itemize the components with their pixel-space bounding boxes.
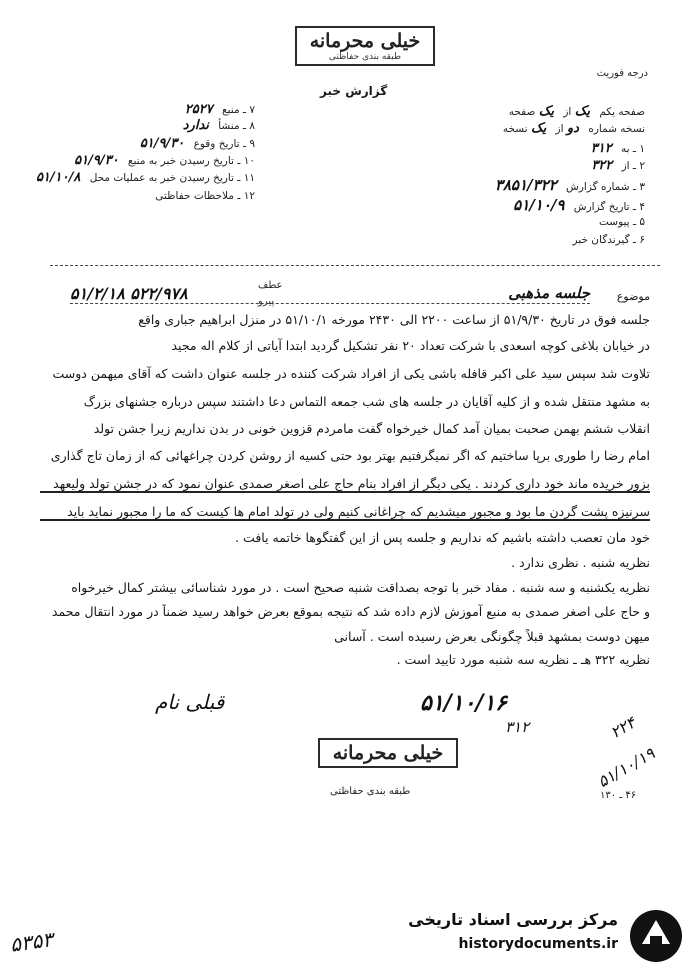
body-line: بزور خریده ماند خود داری کردند . یکی دیگر از افراد بنام حاج علی اصغر صمدی عنوان نمود که در جشن تولد ولیعهد <box>40 476 650 493</box>
footer-watermark <box>400 902 700 969</box>
corner-number: ۵۳۵۳ <box>8 927 55 957</box>
left-field-10 <box>74 153 255 168</box>
left-field-7 <box>185 102 255 117</box>
handwritten-date: ۵۱/۱۰/۱۶ <box>420 690 507 716</box>
left-field-label: ۹ ـ تاریخ وقوع <box>193 138 255 150</box>
right-field-value: ۵۱/۱۰/۹ <box>513 196 565 214</box>
copy-line-from: از <box>555 123 564 135</box>
right-field-value: ۳۸۵۱/۳۲۲ <box>494 176 557 194</box>
stamp-bottom-sub: طبقه بندی حفاظتی <box>330 786 411 797</box>
right-field-1 <box>591 141 645 156</box>
right-field-value: ۳۱۲ <box>590 141 612 156</box>
left-field-12 <box>149 188 255 203</box>
right-field-label: ۳ ـ شماره گزارش <box>566 181 645 193</box>
right-field-6 <box>567 232 646 247</box>
form-code: ۴۶ ـ ۱۳۰ <box>600 790 637 801</box>
page-line <box>509 104 645 119</box>
page-line-page-label: صفحه <box>508 106 536 118</box>
signature-name: قبلی نام <box>155 690 225 714</box>
subject-value: جلسه مذهبی <box>508 284 590 302</box>
body-line: سرنیزه پشت گردن ما بود و مجبور میشدیم که چراغانی کنیم ولی در تولد امام ها کیست که ما را مجبور نماید باید <box>40 504 650 521</box>
body-line: در خیابان بلاغی کوچه اسعدی با شرکت تعداد ۲۰ نفر تشکیل گردید ابتدا آیاتی از کلام اله مجید <box>171 338 650 353</box>
left-field-value: ۵۱/۹/۳۰ <box>139 136 185 151</box>
opinion-line: و حاج علی اصغر صمدی به منبع آموزش لازم داده شد که نتیجه بموقع بعرض خواهد رسید ضمناً در مورد انتقال محمد <box>51 604 650 619</box>
body-line: جلسه فوق در تاریخ ۵۱/۹/۳۰ از ساعت ۲۲۰۰ الی ۲۴۳۰ مورخه ۵۱/۱۰/۱ در منزل ابراهیم جباری واقع <box>138 312 650 327</box>
right-field-2 <box>591 158 645 173</box>
copy-line-copy-label: نسخه <box>502 123 528 135</box>
stamp-main-text: خیلی محرمانه <box>309 30 421 52</box>
right-field-label: ۴ ـ تاریخ گزارش <box>573 201 645 213</box>
priority-label: درجه فوریت <box>596 68 648 79</box>
body-line: خود مان تعصب داشته باشیم که نداریم و جلسه پس از این گفتگوها خاتمه یافت . <box>235 530 650 545</box>
right-field-4 <box>513 196 645 214</box>
margin-note-1: ۵۱/۱۰/۱۹ <box>594 743 658 792</box>
body-line: امام رضا را طوری برپا ساختیم که اگر نمیگرفتیم بهتر بود حتی کسیه از روشن کردن چراغهائی که از زمان تاج گذاری <box>50 448 650 463</box>
left-field-8 <box>183 118 255 133</box>
footer-org-name: مرکز بررسی اسناد تاریخی <box>408 910 618 929</box>
opinion-line: میهن دوست بمشهد قبلاً چگونگی بعرض رسیده است . آسانی <box>334 629 650 644</box>
page-line-from: از <box>563 106 572 118</box>
right-field-5 <box>593 214 645 229</box>
right-field-label: ۲ ـ از <box>621 160 645 172</box>
classification-stamp-bottom <box>318 738 458 768</box>
left-field-value: ندارد <box>182 118 209 133</box>
left-field-value: ۲۵۲۷ <box>184 102 213 117</box>
report-title: گزارش خبر <box>320 84 388 98</box>
header-separator <box>50 265 660 266</box>
page-line-of: یک <box>538 104 555 119</box>
footer-url[interactable]: historydocuments.ir <box>458 936 618 952</box>
opinion-line: نظریه ۳۲۲ هـ ـ نظریه سه شنبه مورد تایید است . <box>396 652 650 667</box>
left-field-value: ۵۱/۹/۳۰ <box>74 153 119 168</box>
left-field-value: ۵۱/۱۰/۸ <box>35 170 81 185</box>
left-field-label: ۱۰ ـ تاریخ رسیدن خبر به منبع <box>127 155 255 167</box>
subject-ref-label-1: عطف <box>258 280 283 291</box>
body-line: انقلاب ششم بهمن صحبت بمیان آمد کمال خیرخواه گفت مامردم قزوین خونی در بدن نداریم زیرا جشن تولد <box>93 421 650 436</box>
subject-label: موضوع <box>616 290 650 303</box>
page-line-value: یک <box>574 104 590 119</box>
stamp-main-text: خیلی محرمانه <box>332 742 444 764</box>
subject-underline <box>70 303 590 304</box>
handwritten-sub-note: ۳۱۲ <box>505 718 530 736</box>
opinion-line: نظریه یکشنبه و سه شنبه . مفاد خبر با توجه بصداقت شنبه صحیح است . در مورد شناسائی بیشتر کمال خیرخواه <box>71 580 650 595</box>
stamp-sub-text: طبقه بندی حفاظتی <box>328 52 402 62</box>
copy-line <box>503 121 645 136</box>
left-field-label: ۸ ـ منشأ <box>218 120 255 132</box>
right-field-label: ۵ ـ پیوست <box>598 216 645 228</box>
margin-note-2: ۲۲۴ <box>606 712 639 743</box>
copy-line-label: نسخه شماره <box>588 123 645 135</box>
left-field-9 <box>140 136 255 151</box>
left-field-11 <box>36 170 255 185</box>
right-field-3 <box>495 176 645 194</box>
right-field-value: ۳۲۲ <box>591 158 613 173</box>
body-line: به مشهد منتقل شده و از کلیه آقایان در جلسه های شب جمعه التماس دعا داشتند سپس درباره جشنهای بزرگ <box>83 394 650 409</box>
copy-line-value: دو <box>566 121 579 136</box>
copy-line-of: یک <box>530 121 547 136</box>
right-field-label: ۱ ـ به <box>621 143 645 155</box>
left-field-label: ۱۱ ـ تاریخ رسیدن خبر به عملیات محل <box>89 172 255 184</box>
subject-ref-value: ۵۱/۲/۱۸ ۵۲۲/۹۷۸ <box>70 284 188 303</box>
left-field-label: ۷ ـ منبع <box>222 104 255 116</box>
classification-stamp-top <box>295 26 435 66</box>
archive-logo-icon <box>626 906 686 966</box>
opinion-line: نظریه شنبه . نظری ندارد . <box>511 555 650 570</box>
right-field-label: ۶ ـ گیرندگان خبر <box>572 234 645 246</box>
page-line-label: صفحه یکم <box>599 106 645 118</box>
subject-ref-label-2: پیرو <box>258 296 275 307</box>
left-field-label: ۱۲ ـ ملاحظات حفاظتی <box>155 190 255 202</box>
body-line: تلاوت شد سپس سید علی اکبر قافله باشی یکی از افراد شرکت کننده در جلسه عنوان داشت که آقای میهمن دوست <box>52 366 650 381</box>
